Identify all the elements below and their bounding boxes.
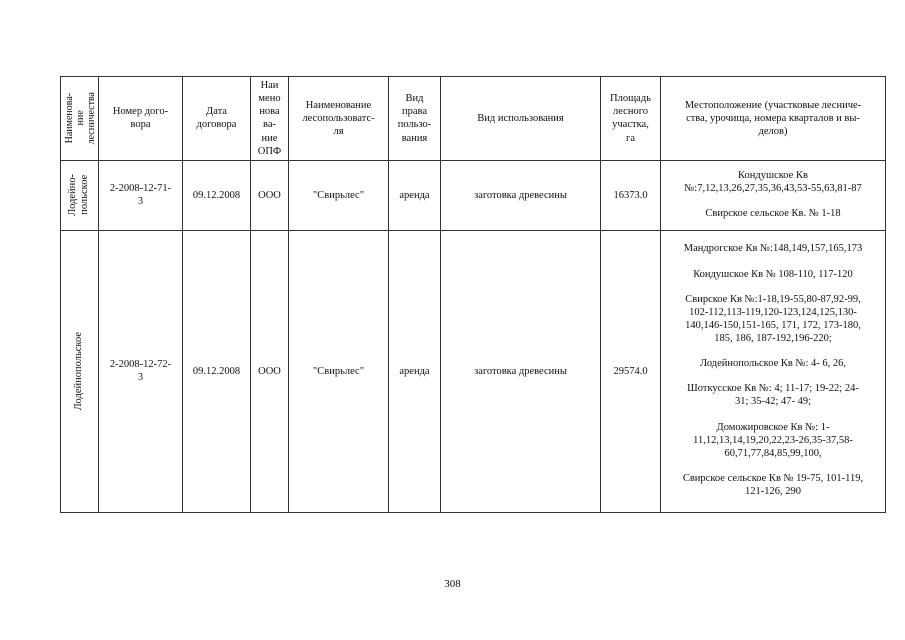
cell-opf: ООО [251, 160, 289, 230]
header-area: Площадь лесного участка, га [601, 77, 661, 161]
header-row [61, 77, 886, 161]
cell-right-type: аренда [389, 230, 441, 512]
cell-contract-number: 2-2008-12-71- 3 [99, 160, 183, 230]
location-entry: Лодейнопольское Кв №: 4- 6, 26, [699, 358, 847, 370]
header-right-type: Вид права пользо- вания [389, 77, 441, 161]
cell-user-name: "Свирьлес" [289, 160, 389, 230]
cell-area: 29574.0 [601, 230, 661, 512]
header-opf: Наи мено нова ва- ние ОПФ [251, 77, 289, 161]
cell-area: 16373.0 [601, 160, 661, 230]
cell-location [661, 160, 886, 230]
header-location: Местоположение (участковые лесниче- ства, урочища, номера кварталов и вы- делов) [661, 77, 886, 161]
cell-user-name: "Свирьлес" [289, 230, 389, 512]
location-entry: Кондушское Кв № 108-110, 117-120 [693, 268, 853, 280]
cell-contract-number: 2-2008-12-72- 3 [99, 230, 183, 512]
header-forestry: Наименова- ние лесничества [61, 77, 99, 161]
header-contract-date: Дата договора [183, 77, 251, 161]
table-row [61, 230, 886, 512]
location-entry: Свирское сельское Кв. № 1-18 [705, 207, 841, 219]
cell-location [661, 230, 886, 512]
page-number: 308 [444, 578, 461, 590]
header-user-name: Наименование лесопользоватс- ля [289, 77, 389, 161]
location-entry: Свирское сельское Кв № 19-75, 101-119, 121-126, 290 [682, 472, 864, 497]
cell-forestry: Лодейно- польское [61, 160, 99, 230]
cell-usage-type: заготовка древесины [441, 160, 601, 230]
cell-usage-type: заготовка древесины [441, 230, 601, 512]
location-entry: Мандрогское Кв №:148,149,157,165,173 [683, 243, 863, 255]
location-entry: Шоткусское Кв №: 4; 11-17; 19-22; 24- 31; 35-42; 47- 49; [687, 383, 859, 408]
cell-contract-date: 09.12.2008 [183, 160, 251, 230]
cell-right-type: аренда [389, 160, 441, 230]
location-entry: Кондушское Кв №:7,12,13,26,27,35,36,43,53-55,63,81-87 [684, 169, 862, 194]
location-entry: Свирское Кв №:1-18,19-55,80-87,92-99, 102-112,113-119,120-123,124,125,130- 140,146-150,151-165, 171, 172, 173-180, 185, 186, 187-192,196-220; [685, 293, 861, 344]
cell-forestry: Лодейнопольское [61, 230, 99, 512]
header-contract-number: Номер дого- вора [99, 77, 183, 161]
table-row [61, 160, 886, 230]
location-entry: Доможировское Кв №: 1- 11,12,13,14,19,20,22,23-26,35-37,58- 60,71,77,84,85,99,100, [693, 421, 853, 459]
forest-lease-table [60, 76, 886, 513]
header-usage-type: Вид использования [441, 77, 601, 161]
cell-opf: ООО [251, 230, 289, 512]
cell-contract-date: 09.12.2008 [183, 230, 251, 512]
